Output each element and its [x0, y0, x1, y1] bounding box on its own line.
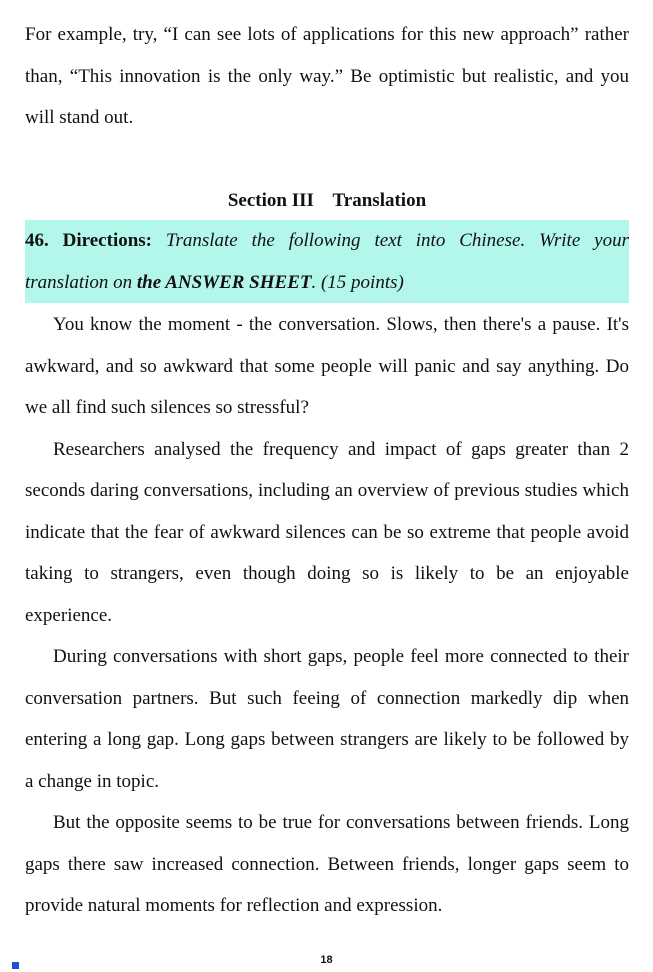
passage-paragraph-2: Researchers analysed the frequency and impact of gaps greater than 2 seconds daring conversations, including an overview of previous studies which indicate that the fear of awkward silences can be so extreme that people avoid taking to strangers, even though doing so is likely to be an enjoyable experience. [25, 438, 629, 626]
section-title: Section III Translation [227, 190, 427, 211]
intro-paragraph: For example, try, “I can see lots of applications for this new approach” rather than, “This innovation is the only way.” Be optimistic but realistic, and you will stand out. [25, 24, 629, 128]
passage-paragraph-4: But the opposite seems to be true for conversations between friends. Long gaps there saw increased connection. Between friends, longer gaps seem to provide natural moments for reflection and expression. [25, 812, 629, 916]
passage-paragraph-3: During conversations with short gaps, people feel more connected to their conversation partners. But such feeing of connection markedly dip when entering a long gap. Long gaps between strangers are likely to be followed by a change in topic. [25, 646, 629, 792]
directions-emphasis: the ANSWER SHEET [136, 271, 312, 293]
directions-label: 46. Directions: [25, 230, 153, 251]
directions-text-part2: . (15 points) [311, 271, 404, 293]
translation-passage [25, 304, 629, 927]
directions-text-part1: Translate the following text into Chinese. Write your translation on [25, 230, 629, 293]
directions-highlight [25, 220, 629, 303]
intro-paragraph-block [25, 14, 629, 139]
passage-paragraph-1: You know the moment - the conversation. Slows, then there's a pause. It's awkward, and so awkward that some people will panic and say anything. Do we all find such silences so stressful? [25, 314, 629, 418]
page-number: 18 [320, 954, 333, 966]
